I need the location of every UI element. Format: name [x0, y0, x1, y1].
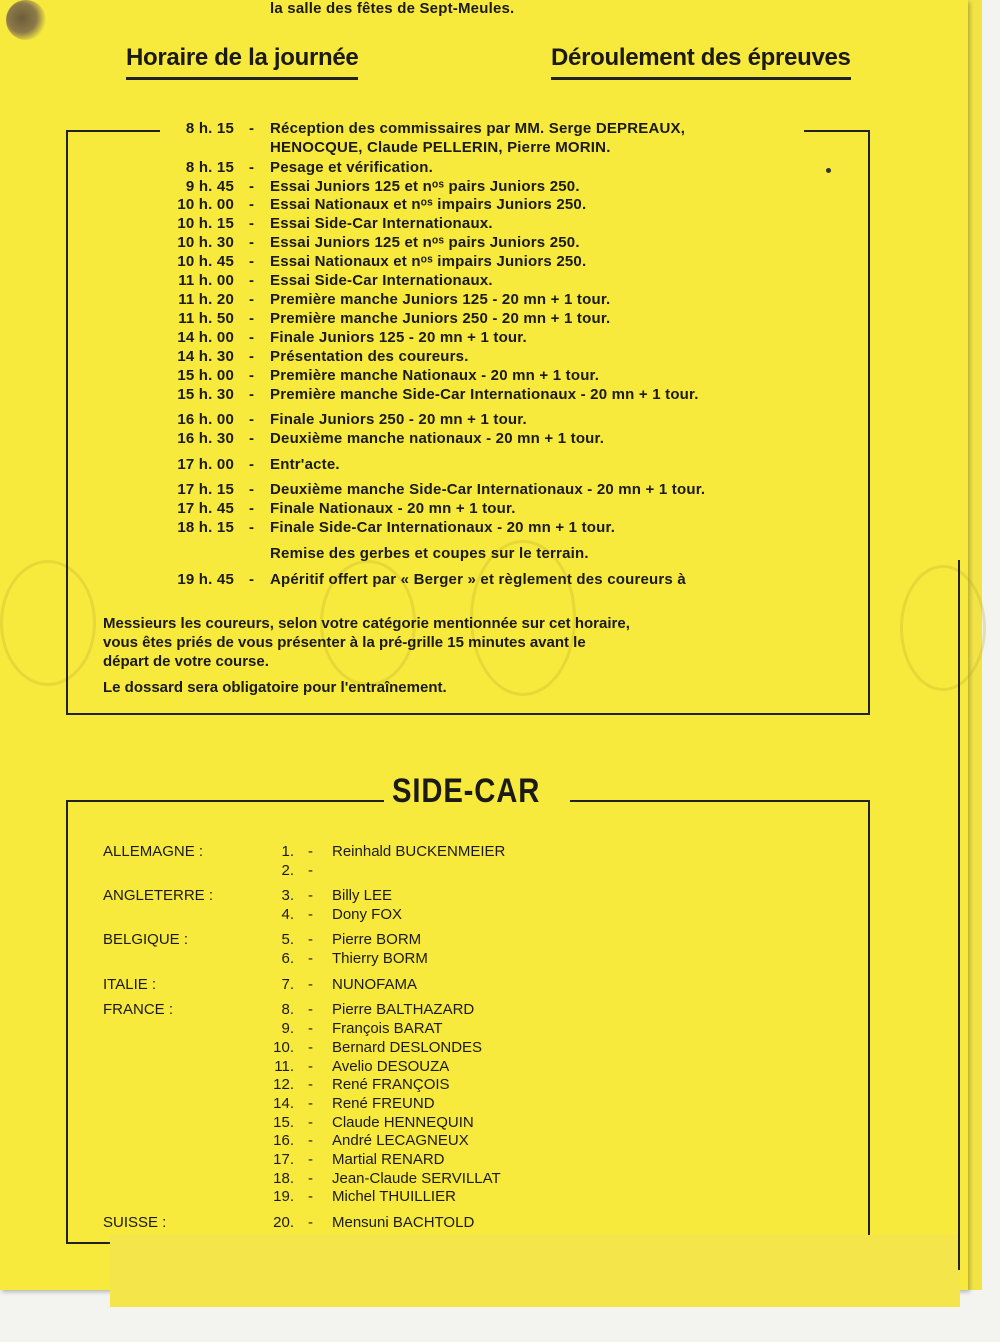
sidecar-box-top-left [66, 800, 384, 802]
sidecar-dash: - [308, 1058, 313, 1075]
sidecar-dash: - [308, 906, 313, 923]
schedule-event: Finale Juniors 250 - 20 mn + 1 tour. [270, 411, 527, 428]
schedule-event: Essai Nationaux et nᵒˢ impairs Juniors 250. [270, 253, 587, 270]
sidecar-country: ANGLETERRE : [103, 887, 214, 904]
schedule-time: 17 h. 00 [177, 456, 234, 473]
schedule-time: 15 h. 30 [177, 386, 234, 403]
sidecar-number: 17. [273, 1151, 294, 1168]
schedule-dash: - [249, 329, 255, 346]
header-underline [126, 77, 358, 80]
schedule-time: 17 h. 15 [177, 481, 234, 498]
header-left-text: Horaire de la journée [126, 44, 359, 71]
notes-line-3: départ de votre course. [103, 653, 269, 670]
schedule-event: Essai Juniors 125 et nᵒˢ pairs Juniors 250. [270, 178, 580, 195]
sidecar-country: BELGIQUE : [103, 931, 189, 948]
sidecar-rider: René FRANÇOIS [332, 1076, 450, 1093]
sidecar-dash: - [308, 1095, 313, 1112]
schedule-event: Finale Side-Car Internationaux - 20 mn + 1 tour. [270, 519, 616, 536]
schedule-event-continued: la salle des fêtes de Sept-Meules. [270, 0, 515, 17]
sidecar-rider: Pierre BORM [332, 931, 422, 948]
schedule-event: Essai Side-Car Internationaux. [270, 272, 493, 289]
schedule-time: 11 h. 20 [178, 291, 234, 308]
schedule-dash: - [249, 367, 255, 384]
schedule-dash: - [249, 411, 255, 428]
back-page-bottom [110, 1235, 960, 1307]
sidecar-dash: - [308, 1214, 313, 1231]
schedule-dash: - [249, 348, 255, 365]
schedule-time: 15 h. 00 [177, 367, 234, 384]
sidecar-rider: François BARAT [332, 1020, 443, 1037]
schedule-event: Première manche Side-Car Internationaux - 20 mn + 1 tour. [270, 386, 699, 403]
schedule-dash: - [249, 386, 255, 403]
schedule-time: 8 h. 15 [185, 120, 234, 137]
schedule-event: Essai Nationaux et nᵒˢ impairs Juniors 250. [270, 196, 587, 213]
schedule-dash: - [249, 500, 255, 517]
notes-line-2: vous êtes priés de vous présenter à la pré-grille 15 minutes avant le [103, 634, 586, 651]
sidecar-rider: Michel THUILLIER [332, 1188, 456, 1205]
notes-line-1: Messieurs les coureurs, selon votre catégorie mentionnée sur cet horaire, [103, 615, 630, 632]
schedule-event: Réception des commissaires par MM. Serge DEPREAUX, [270, 120, 686, 137]
schedule-event: Finale Nationaux - 20 mn + 1 tour. [270, 500, 516, 517]
sidecar-rider: Reinhald BUCKENMEIER [332, 843, 506, 860]
schedule-event: Entr'acte. [270, 456, 340, 473]
dot-mark [826, 168, 831, 173]
sidecar-dash: - [308, 1076, 313, 1093]
sidecar-country: SUISSE : [103, 1214, 167, 1231]
sidecar-dash: - [308, 1001, 313, 1018]
sidecar-dash: - [308, 862, 313, 879]
sidecar-number: 6. [281, 950, 294, 967]
schedule-dash: - [249, 272, 255, 289]
schedule-dash: - [249, 253, 255, 270]
schedule-event: Deuxième manche Side-Car Internationaux - 20 mn + 1 tour. [270, 481, 706, 498]
ink-stain [6, 0, 46, 40]
sidecar-rider: NUNOFAMA [332, 976, 418, 993]
sidecar-rider: René FREUND [332, 1095, 435, 1112]
sidecar-number: 4. [281, 906, 294, 923]
sidecar-number: 8. [281, 1001, 294, 1018]
sidecar-country: ALLEMAGNE : [103, 843, 204, 860]
schedule-time: 10 h. 45 [177, 253, 234, 270]
sidecar-dash: - [308, 843, 313, 860]
schedule-time: 11 h. 50 [178, 310, 234, 327]
notes-paragraph [103, 614, 793, 671]
schedule-event: Apéritif offert par « Berger » et règlement des coureurs à [270, 571, 686, 588]
sidecar-rider: Pierre BALTHAZARD [332, 1001, 475, 1018]
sidecar-dash: - [308, 976, 313, 993]
schedule-time: 16 h. 00 [177, 411, 234, 428]
sidecar-number: 20. [273, 1214, 294, 1231]
sidecar-rider: Mensuni BACHTOLD [332, 1214, 475, 1231]
sidecar-dash: - [308, 1170, 313, 1187]
sidecar-rider: Avelio DESOUZA [332, 1058, 450, 1075]
sidecar-country: ITALIE : [103, 976, 157, 993]
sidecar-dash: - [308, 1039, 313, 1056]
header-right-text: Déroulement des épreuves [551, 44, 851, 71]
sidecar-number: 9. [281, 1020, 294, 1037]
schedule-event: Première manche Nationaux - 20 mn + 1 tour. [270, 367, 600, 384]
schedule-dash: - [249, 291, 255, 308]
sidecar-rider: Billy LEE [332, 887, 393, 904]
schedule-event: Remise des gerbes et coupes sur le terrain. [270, 545, 589, 562]
sidecar-rider: Martial RENARD [332, 1151, 445, 1168]
schedule-time: 19 h. 45 [177, 571, 234, 588]
schedule-dash: - [249, 481, 255, 498]
schedule-time: 14 h. 30 [177, 348, 234, 365]
sidecar-number: 2. [281, 862, 294, 879]
sidecar-dash: - [308, 1020, 313, 1037]
sidecar-rider: Jean-Claude SERVILLAT [332, 1170, 501, 1187]
sidecar-rider: Bernard DESLONDES [332, 1039, 483, 1056]
sidecar-dash: - [308, 950, 313, 967]
schedule-dash: - [249, 234, 255, 251]
sidecar-number: 16. [273, 1132, 294, 1149]
sidecar-number: 11. [274, 1058, 294, 1075]
sidecar-number: 12. [273, 1076, 294, 1093]
schedule-dash: - [249, 196, 255, 213]
sidecar-rider: Thierry BORM [332, 950, 428, 967]
schedule-time: 16 h. 30 [177, 430, 234, 447]
schedule-event: Essai Juniors 125 et nᵒˢ pairs Juniors 250. [270, 234, 580, 251]
schedule-dash: - [249, 519, 255, 536]
dossard-note [103, 678, 793, 697]
schedule-event: Première manche Juniors 125 - 20 mn + 1 tour. [270, 291, 611, 308]
schedule-event: Essai Side-Car Internationaux. [270, 215, 493, 232]
schedule-box-top-left [66, 130, 160, 132]
schedule-dash: - [249, 571, 255, 588]
sidecar-title: SIDE-CAR [392, 772, 541, 810]
sidecar-dash: - [308, 1132, 313, 1149]
schedule-time: 10 h. 30 [177, 234, 234, 251]
schedule-time: 11 h. 00 [178, 272, 234, 289]
schedule-dash: - [249, 310, 255, 327]
sidecar-number: 18. [273, 1170, 294, 1187]
schedule-time: 9 h. 45 [185, 178, 234, 195]
sidecar-number: 14. [273, 1095, 294, 1112]
sidecar-dash: - [308, 887, 313, 904]
sidecar-number: 5. [281, 931, 294, 948]
sidecar-box-top-right [570, 800, 870, 802]
schedule-dash: - [249, 430, 255, 447]
sidecar-dash: - [308, 1114, 313, 1131]
dossard-text: Le dossard sera obligatoire pour l'entraînement. [103, 679, 447, 696]
schedule-time: 14 h. 00 [177, 329, 234, 346]
sidecar-number: 3. [281, 887, 294, 904]
schedule-time: 17 h. 45 [177, 500, 234, 517]
header-schedule-title [126, 44, 358, 72]
schedule-box-top-right [804, 130, 870, 132]
sidecar-rider: Dony FOX [332, 906, 403, 923]
sidecar-number: 1. [281, 843, 294, 860]
schedule-dash: - [249, 456, 255, 473]
right-margin-line [958, 560, 960, 1270]
sidecar-rider: Claude HENNEQUIN [332, 1114, 474, 1131]
schedule-event: Présentation des coureurs. [270, 348, 469, 365]
header-events-title [551, 44, 851, 72]
schedule-event: Deuxième manche nationaux - 20 mn + 1 tour. [270, 430, 605, 447]
schedule-time: 10 h. 15 [177, 215, 234, 232]
schedule-time: 18 h. 15 [177, 519, 234, 536]
schedule-event: Finale Juniors 125 - 20 mn + 1 tour. [270, 329, 527, 346]
schedule-time: 8 h. 15 [185, 159, 234, 176]
header-underline [551, 77, 851, 80]
schedule-dash: - [249, 159, 255, 176]
schedule-dash: - [249, 120, 255, 137]
sidecar-dash: - [308, 1188, 313, 1205]
sidecar-country: FRANCE : [103, 1001, 174, 1018]
sidecar-number: 19. [273, 1188, 294, 1205]
sidecar-number: 10. [273, 1039, 294, 1056]
schedule-time: 10 h. 00 [177, 196, 234, 213]
schedule-event-continued: HENOCQUE, Claude PELLERIN, Pierre MORIN. [270, 139, 611, 156]
bleed-through-circle-3 [900, 565, 986, 691]
schedule-dash: - [249, 215, 255, 232]
sidecar-number: 7. [281, 976, 294, 993]
schedule-event: Pesage et vérification. [270, 159, 434, 176]
sidecar-dash: - [308, 1151, 313, 1168]
schedule-dash: - [249, 178, 255, 195]
sidecar-dash: - [308, 931, 313, 948]
sidecar-rider: André LECAGNEUX [332, 1132, 469, 1149]
schedule-event: Première manche Juniors 250 - 20 mn + 1 tour. [270, 310, 611, 327]
sidecar-number: 15. [273, 1114, 294, 1131]
